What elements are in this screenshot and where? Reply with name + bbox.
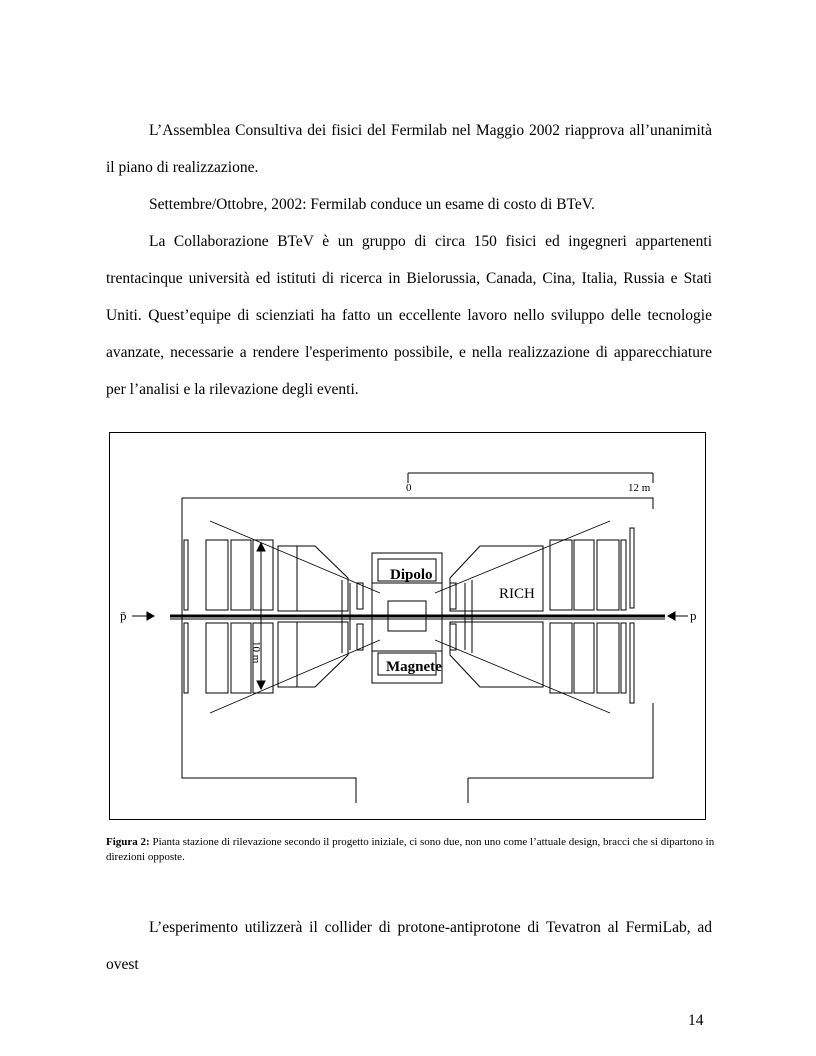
scale-end-label: 12 m: [628, 482, 651, 494]
paragraph-settembre: Settembre/Ottobre, 2002: Fermilab conduce un esame di costo di BTeV.: [149, 196, 595, 213]
paragraph-esperimento: L’esperimento utilizzerà il collider di protone-antiprotone di Tevatron al FermiLab, ad ovest: [106, 919, 712, 973]
rich-label: RICH: [499, 586, 535, 602]
vertical-dimension-label: 10 m: [250, 641, 262, 664]
hall-outline: [182, 498, 653, 509]
magnete-label: Magnete: [386, 659, 442, 675]
caption-label: Figura 2:: [106, 836, 150, 848]
dipolo-label: Dipolo: [390, 567, 433, 583]
detector-figure: [109, 432, 706, 820]
scale-start-label: 0: [406, 482, 412, 494]
antiproton-label: p̄: [120, 608, 127, 623]
paragraph-assemblea: L’Assemblea Consultiva dei fisici del Fermilab nel Maggio 2002 riapprova all’unanimità il piano di realizzazione.: [106, 122, 712, 176]
proton-label: p: [690, 608, 697, 623]
paragraph-collaborazione: La Collaborazione BTeV è un gruppo di circa 150 fisici ed ingegneri appartenenti trentacinque università ed istituti di ricerca in Bielorussia, Canada, Cina, Italia, Russia e Stati Uniti. Quest’equipe di scienziati ha fatto un eccellente lavoro nello sviluppo delle tecnologie avanzate, necessarie a rendere l'esperimento possibile, e nella realizzazione di apparecchiature per l’analisi e la rilevazione degli eventi.: [106, 233, 712, 398]
detector-drawing: [110, 433, 705, 819]
caption-text: Pianta stazione di rilevazione secondo il progetto iniziale, ci sono due, non uno come l’attuale design, bracci che si dipartono in direzioni opposte.: [106, 836, 715, 863]
page-number: 14: [688, 1012, 704, 1029]
figure-caption: [106, 835, 726, 865]
